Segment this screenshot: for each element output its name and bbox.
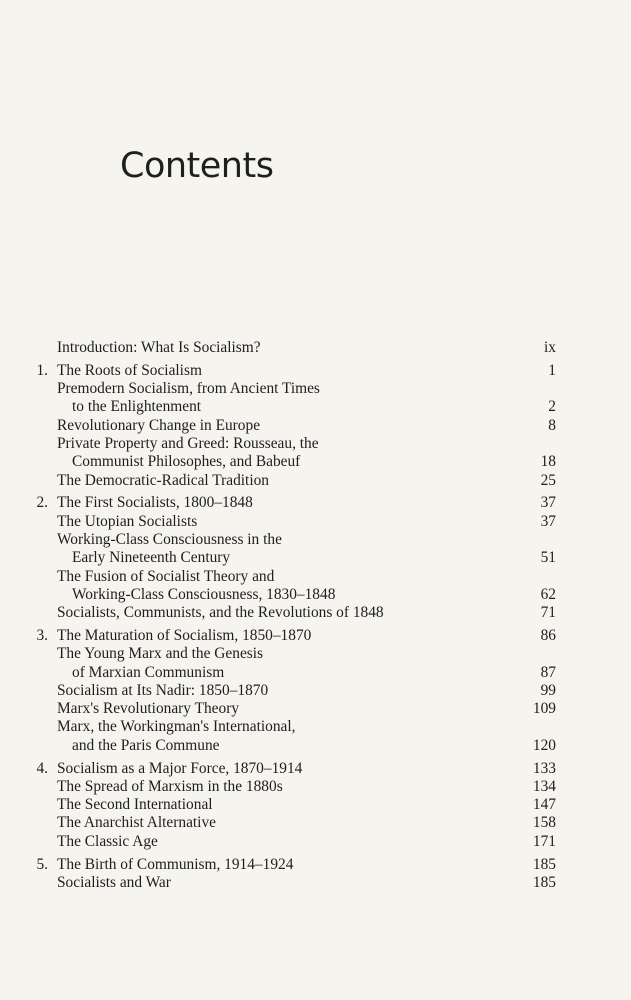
chapter-number: 4. — [36, 759, 48, 777]
page-title: Contents — [120, 146, 274, 186]
page-number: 25 — [540, 471, 556, 489]
chapter-number: 3. — [36, 626, 48, 644]
toc-entry-row — [0, 604, 631, 622]
toc-entry-row — [0, 549, 631, 567]
toc-entry-row — [0, 453, 631, 471]
entry-title: The Roots of Socialism — [57, 361, 202, 379]
entry-title: Revolutionary Change in Europe — [57, 416, 261, 434]
entry-title: Introduction: What Is Socialism? — [57, 339, 261, 356]
toc-entry-row — [0, 874, 631, 892]
toc-chapter-row — [0, 856, 631, 874]
entry-title: Marx's Revolutionary Theory — [57, 700, 240, 718]
toc-entry-row — [0, 472, 631, 490]
entry-title: Socialism as a Major Force, 1870–1914 — [57, 759, 303, 777]
entry-title: Marx, the Workingman's International, — [57, 718, 296, 736]
entry-title: Communist Philosophes, and Babeuf — [72, 453, 301, 471]
table-of-contents — [0, 339, 631, 892]
page-number: 2 — [548, 398, 556, 416]
toc-entry-row — [0, 664, 631, 682]
toc-entry-row — [0, 833, 631, 851]
toc-chapter-row — [0, 627, 631, 645]
page-number: 120 — [532, 736, 556, 754]
entry-title: The Utopian Socialists — [57, 512, 198, 530]
page-number: 62 — [540, 585, 556, 603]
entry-title: Socialists and War — [57, 873, 171, 891]
toc-entry-row — [0, 586, 631, 604]
page-number: 147 — [532, 796, 556, 814]
toc-entry-row — [0, 814, 631, 832]
toc-entry-row — [0, 531, 631, 549]
toc-entry-row — [0, 645, 631, 663]
page-number: ix — [544, 339, 556, 356]
entry-title: The Democratic-Radical Tradition — [57, 471, 269, 489]
page-number: 171 — [532, 832, 556, 850]
page-number: 87 — [540, 663, 556, 681]
page-number: 86 — [540, 626, 556, 644]
page-number: 134 — [532, 777, 556, 795]
toc-entry-row — [0, 435, 631, 453]
entry-title: The Second International — [57, 796, 213, 814]
entry-title: Premodern Socialism, from Ancient Times — [57, 380, 320, 398]
entry-title: Socialists, Communists, and the Revolutions of 1848 — [57, 604, 384, 622]
toc-entry-row — [0, 796, 631, 814]
toc-entry-row — [0, 398, 631, 416]
entry-title: The Spread of Marxism in the 1880s — [57, 777, 283, 795]
toc-entry-row — [0, 737, 631, 755]
toc-entry-row — [0, 700, 631, 718]
entry-title: Early Nineteenth Century — [72, 549, 231, 567]
page-number: 185 — [532, 873, 556, 891]
entry-title: to the Enlightenment — [72, 398, 202, 416]
entry-title: The Classic Age — [57, 832, 158, 850]
page-number: 109 — [532, 700, 556, 718]
entry-title: and the Paris Commune — [72, 736, 220, 754]
toc-entry-row — [0, 513, 631, 531]
page-number: 158 — [532, 814, 556, 832]
toc-chapter-row — [0, 362, 631, 380]
page-number: 1 — [548, 361, 556, 379]
toc-entry-row — [0, 682, 631, 700]
entry-title: The Young Marx and the Genesis — [57, 645, 264, 663]
toc-entry-row — [0, 568, 631, 586]
entry-title: Socialism at Its Nadir: 1850–1870 — [57, 681, 269, 699]
toc-entry-row — [0, 380, 631, 398]
toc-entry-row — [0, 778, 631, 796]
entry-title: Working-Class Consciousness in the — [57, 530, 282, 548]
entry-title: The First Socialists, 1800–1848 — [57, 494, 253, 512]
chapter-number: 2. — [36, 494, 48, 512]
chapter-number: 1. — [36, 361, 48, 379]
page-number: 37 — [540, 494, 556, 512]
page-number: 71 — [540, 604, 556, 622]
entry-title: The Fusion of Socialist Theory and — [57, 567, 275, 585]
toc-entry-row — [0, 718, 631, 736]
page-number: 8 — [548, 416, 556, 434]
page-number: 51 — [540, 549, 556, 567]
chapter-number: 5. — [36, 855, 48, 873]
page-number: 185 — [532, 855, 556, 873]
entry-title: Working-Class Consciousness, 1830–1848 — [72, 585, 336, 603]
toc-entry-row — [0, 339, 631, 357]
entry-title: Private Property and Greed: Rousseau, the — [57, 434, 319, 452]
toc-chapter-row — [0, 760, 631, 778]
toc-entry-row — [0, 417, 631, 435]
page-number: 133 — [532, 759, 556, 777]
page-number: 37 — [540, 512, 556, 530]
entry-title: of Marxian Communism — [72, 663, 225, 681]
entry-title: The Maturation of Socialism, 1850–1870 — [57, 626, 312, 644]
toc-chapter-row — [0, 494, 631, 512]
page-number: 99 — [540, 681, 556, 699]
entry-title: The Anarchist Alternative — [57, 814, 216, 832]
page-number: 18 — [540, 453, 556, 471]
entry-title: The Birth of Communism, 1914–1924 — [57, 855, 294, 873]
